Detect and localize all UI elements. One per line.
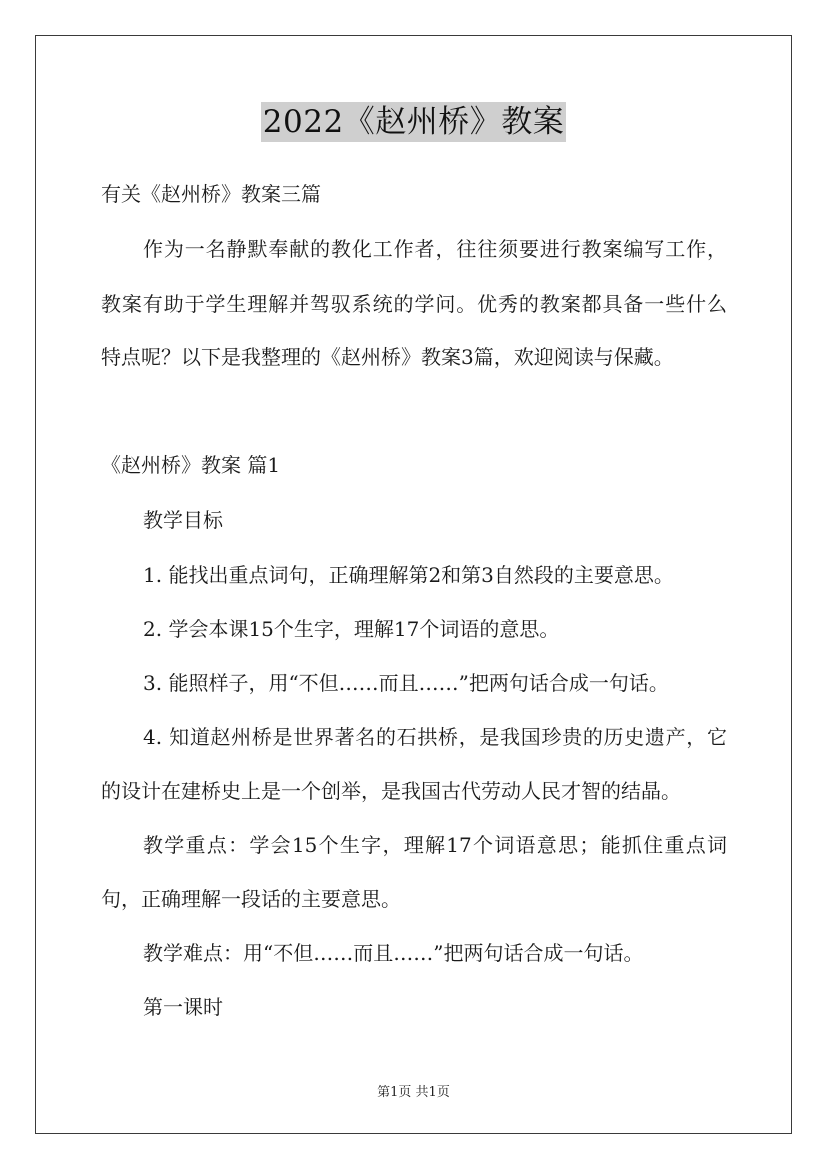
page-footer: 第1页 共1页: [377, 1085, 450, 1100]
objective-4-line-1: 4. 知道赵州桥是世界著名的石拱桥，是我国珍贵的历史遗产，它: [143, 725, 727, 749]
intro-line-3: 特点呢？以下是我整理的《赵州桥》教案3篇，欢迎阅读与保藏。: [101, 345, 674, 369]
objective-2: 2. 学会本课15个生字，理解17个词语的意思。: [143, 617, 560, 641]
intro-line-1: 作为一名静默奉献的教化工作者，往往须要进行教案编写工作，: [143, 237, 727, 261]
objectives-heading: 教学目标: [143, 508, 223, 532]
title-container: [0, 102, 827, 142]
section-heading: 《赵州桥》教案 篇1: [101, 453, 281, 477]
intro-heading: 有关《赵州桥》教案三篇: [101, 182, 321, 206]
document-title: 2022《赵州桥》教案: [262, 104, 565, 140]
objective-3: 3. 能照样子，用“不但……而且……”把两句话合成一句话。: [143, 671, 669, 695]
intro-line-2: 教案有助于学生理解并驾驭系统的学问。优秀的教案都具备一些什么: [101, 292, 727, 316]
objective-4-line-2: 的设计在建桥史上是一个创举，是我国古代劳动人民才智的结晶。: [101, 779, 681, 803]
lesson-period: 第一课时: [143, 995, 223, 1019]
difficulty: 教学难点：用“不但……而且……”把两句话合成一句话。: [143, 941, 644, 965]
objective-1: 1. 能找出重点词句，正确理解第2和第3自然段的主要意思。: [143, 563, 674, 587]
key-points-line-1: 教学重点：学会15个生字，理解17个词语意思；能抓住重点词: [143, 833, 727, 857]
key-points-line-2: 句，正确理解一段话的主要意思。: [101, 887, 401, 911]
